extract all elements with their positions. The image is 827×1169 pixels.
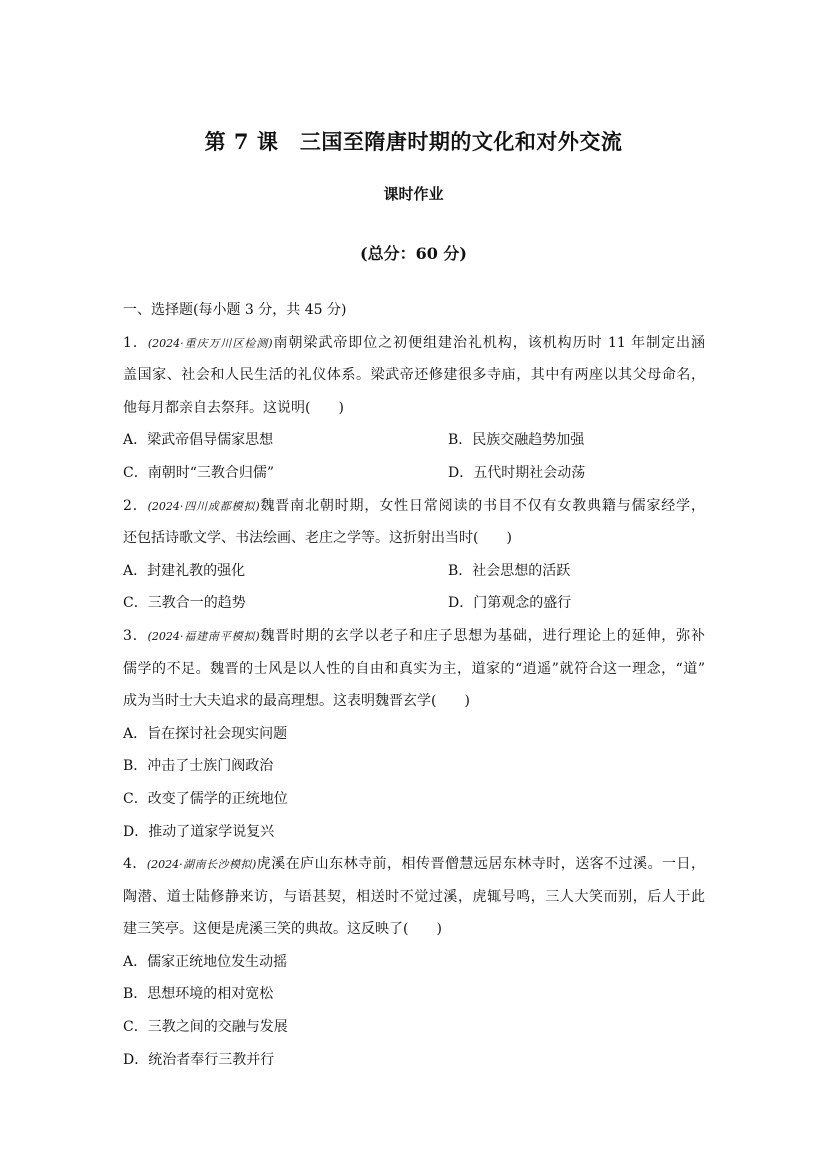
question-source: (2024·湖南长沙模拟) bbox=[146, 858, 257, 872]
option-a[interactable]: A．旨在探讨社会现实问题 bbox=[123, 725, 288, 742]
option-row bbox=[123, 428, 705, 461]
question-line: 陶潜、道士陆修静来访，与语甚契，相送时不觉过溪，虎辄号鸣，三人大笑而别，后人于此 bbox=[123, 888, 705, 905]
question-1 bbox=[123, 331, 705, 494]
question-line: 3．(2024·福建南平模拟)魏晋时期的玄学以老子和庄子思想为基础，进行理论上的延伸，弥补 bbox=[123, 627, 705, 644]
option-b[interactable]: B．思想环境的相对宽松 bbox=[123, 986, 274, 1003]
question-line: 1．(2024·重庆万川区检测)南朝梁武帝即位之初便组建治礼机构，该机构历时 11 年制定出涵 bbox=[123, 334, 705, 351]
question-line: 成为当时士大夫追求的最高理想。这表明魏晋玄学( ) bbox=[123, 693, 470, 710]
question-line: 还包括诗歌文学、书法绘画、老庄之学等。这折射出当时( ) bbox=[123, 530, 512, 547]
option-c[interactable]: C．南朝时“三教合归儒” bbox=[123, 464, 275, 481]
option-c[interactable]: C．三教合一的趋势 bbox=[123, 595, 246, 612]
option-b[interactable]: B．民族交融趋势加强 bbox=[448, 432, 585, 449]
option-row bbox=[123, 461, 705, 494]
question-source: (2024·福建南平模拟) bbox=[147, 629, 260, 643]
question-3 bbox=[123, 624, 705, 852]
question-line: 儒学的不足。魏晋的士风是以人性的自由和真实为主，道家的“逍遥”就符合这一理念，“道” bbox=[123, 660, 705, 677]
option-c[interactable]: C．三教之间的交融与发展 bbox=[123, 1019, 288, 1036]
option-c[interactable]: C．改变了儒学的正统地位 bbox=[123, 790, 288, 807]
question-line: 2．(2024·四川成都模拟)魏晋南北朝时期，女性日常阅读的书目不仅有女教典籍与儒家经学， bbox=[123, 497, 705, 514]
question-4 bbox=[123, 852, 705, 1080]
question-line: 盖国家、社会和人民生活的礼仪体系。梁武帝还修建很多寺庙，其中有两座以其父母命名， bbox=[123, 367, 705, 384]
option-a[interactable]: A．梁武帝倡导儒家思想 bbox=[123, 432, 274, 449]
question-number: 1． bbox=[123, 334, 148, 351]
option-d[interactable]: D．统治者奉行三教并行 bbox=[123, 1051, 275, 1068]
question-content bbox=[123, 298, 705, 1080]
option-d[interactable]: D．门第观念的盛行 bbox=[448, 595, 572, 612]
question-2 bbox=[123, 494, 705, 624]
question-line: 他每月都亲自去祭拜。这说明( ) bbox=[123, 399, 344, 416]
question-line: 建三笑亭。这便是虎溪三笑的典故。这反映了( ) bbox=[123, 921, 442, 938]
option-a[interactable]: A．封建礼教的强化 bbox=[123, 562, 246, 579]
question-source: (2024·四川成都模拟) bbox=[147, 499, 260, 513]
question-number: 4． bbox=[123, 856, 147, 873]
option-d[interactable]: D．推动了道家学说复兴 bbox=[123, 823, 275, 840]
option-d[interactable]: D．五代时期社会动荡 bbox=[448, 464, 586, 481]
question-source: (2024·重庆万川区检测) bbox=[147, 336, 273, 350]
option-row bbox=[123, 559, 705, 592]
question-number: 2． bbox=[123, 497, 148, 514]
question-line: 4．(2024·湖南长沙模拟)虎溪在庐山东林寺前，相传晋僧慧远居东林寺时，送客不过溪。一日， bbox=[123, 856, 705, 873]
option-row bbox=[123, 591, 705, 624]
option-a[interactable]: A．儒家正统地位发生动摇 bbox=[123, 953, 288, 970]
total-score: (总分：60 分) bbox=[360, 244, 467, 263]
question-number: 3． bbox=[123, 627, 148, 644]
option-b[interactable]: B．冲击了士族门阀政治 bbox=[123, 758, 274, 775]
lesson-subtitle: 课时作业 bbox=[383, 185, 444, 203]
section-heading: 一、选择题(每小题 3 分，共 45 分) bbox=[123, 302, 347, 318]
option-b[interactable]: B．社会思想的活跃 bbox=[448, 562, 571, 579]
lesson-title: 第 7 课 三国至隋唐时期的文化和对外交流 bbox=[204, 129, 623, 154]
